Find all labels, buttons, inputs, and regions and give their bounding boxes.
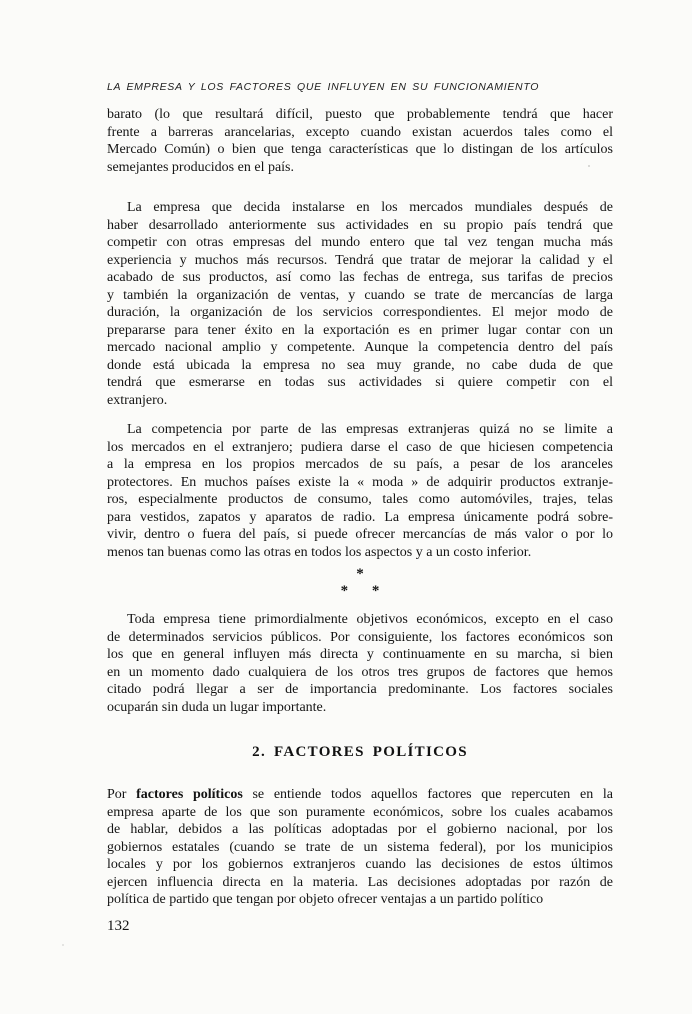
asterism-row: * [356,566,364,582]
text-line: tendrá que esmerarse en todas sus actividades si quiere competir con el [107,375,613,390]
text-line: ocuparán sin duda un lugar importante. [107,699,327,715]
text-line: los mercados en el extranjero; pudiera darse el caso de que hiciesen competencia [107,439,613,455]
text-line: mercado nacional amplio y competente. Aunque la competencia dentro del país [107,340,613,355]
text-line: citado podrá llegar a ser de importancia predominante. Los factores sociales [107,682,613,697]
text-line: barato (lo que resultará difícil, puesto que probablemente tendrá que hacer [107,107,613,122]
text-line: prepararse para tener éxito en la exportación es en primer lugar contar con un [107,322,613,338]
text-line: competir con otras empresas del mundo entero que tal vez tengan mucha más [107,235,613,250]
text-line: La empresa que decida instalarse en los mercados mundiales después de [127,200,613,215]
text-line: para vestidos, zapatos y aparatos de radio. La empresa únicamente podrá sobre- [107,509,613,525]
paragraph [107,106,613,176]
asterism-row: * * [340,583,380,599]
text-line: ros, especialmente productos de consumo, tales como automóviles, trajes, telas [107,492,613,507]
text-line: de determinados servicios públicos. Por consiguiente, los factores económicos son [107,629,613,645]
text-line: La competencia por parte de las empresas extranjeras quizá no se limite a [127,422,613,437]
section-heading: 2. FACTORES POLÍTICOS [252,744,468,760]
page-content [107,81,613,935]
text-line: política de partido que tengan por objeto ofrecer ventajas a un partido político [107,892,544,907]
text-line: empresa aparte de los que son puramente económicos, sobre los cuales acabamos [107,804,613,820]
text-line: ejercen influencia directa en la materia. Las decisiones adoptadas por razón de [107,874,613,890]
text-line: Por factores políticos se entiende todos aquellos factores que repercuten en la [107,787,613,802]
text-line: donde está ubicada la empresa no sea muy grande, no cabe duda de que [107,357,613,373]
text-line: Mercado Común) o bien que tenga características que lo distingan de los artículos [107,142,613,157]
text-line: vivir, dentro o fuera del país, si puede ofrecer mercancías de más valor o por lo [107,527,613,542]
text-line: a la empresa en los propios mercados de su país, a pesar de los aranceles [107,457,613,472]
asterism-separator [107,566,613,600]
text-line: acabado de sus productos, así como las fechas de entrega, sus tarifas de precios [107,270,613,285]
text-line: semejantes producidos en el país. [107,159,295,175]
scan-speck [62,944,64,946]
text-line: menos tan buenas como las otras en todos los aspectos y a un costo inferior. [107,544,532,560]
text-line: experiencia y muchos más recursos. Tendrá que tratar de mejorar la calidad y el [107,252,613,268]
paragraph [107,611,613,716]
text-line: y también la organización de ventas, y cuando se trate de mercancías de larga [107,287,613,303]
text-line: frente a barreras arancelarias, excepto cuando existan acuerdos tales como el [107,124,613,140]
text-line: Toda empresa tiene primordialmente objetivos económicos, excepto en el caso [127,612,613,627]
text-line: de hablar, debidos a las políticas adoptadas por el gobierno nacional, por los [107,822,613,837]
bold-term: factores políticos [136,787,243,802]
running-header: LA EMPRESA Y LOS FACTORES QUE INFLUYEN EN SU FUNCIONAMIENTO [107,81,540,93]
text-block [107,106,613,909]
text-line: los que en general influyen más directa y continuamente en su marcha, si bien [107,647,613,662]
text-line: locales y por los gobiernos extranjeros cuando las decisiones de estos últimos [107,857,613,872]
text-line: gobiernos estatales (cuando se trate de un sistema federal), por los municipios [107,839,613,855]
text-line: protectores. En muchos países existe la « moda » de adquirir productos extranje- [107,474,613,490]
text-line: duración, la organización de los servicios correspondientes. El mejor modo de [107,305,613,320]
paragraph [107,786,613,909]
page-number: 132 [107,917,130,934]
paragraph [107,199,613,409]
text-line: haber desarrollado anteriormente sus actividades en su propio país tendrá que [107,217,613,233]
text-line: extranjero. [107,392,168,408]
text-line: en un momento dado cualquiera de los otros tres grupos de factores que hemos [107,664,613,680]
paragraph [107,421,613,561]
